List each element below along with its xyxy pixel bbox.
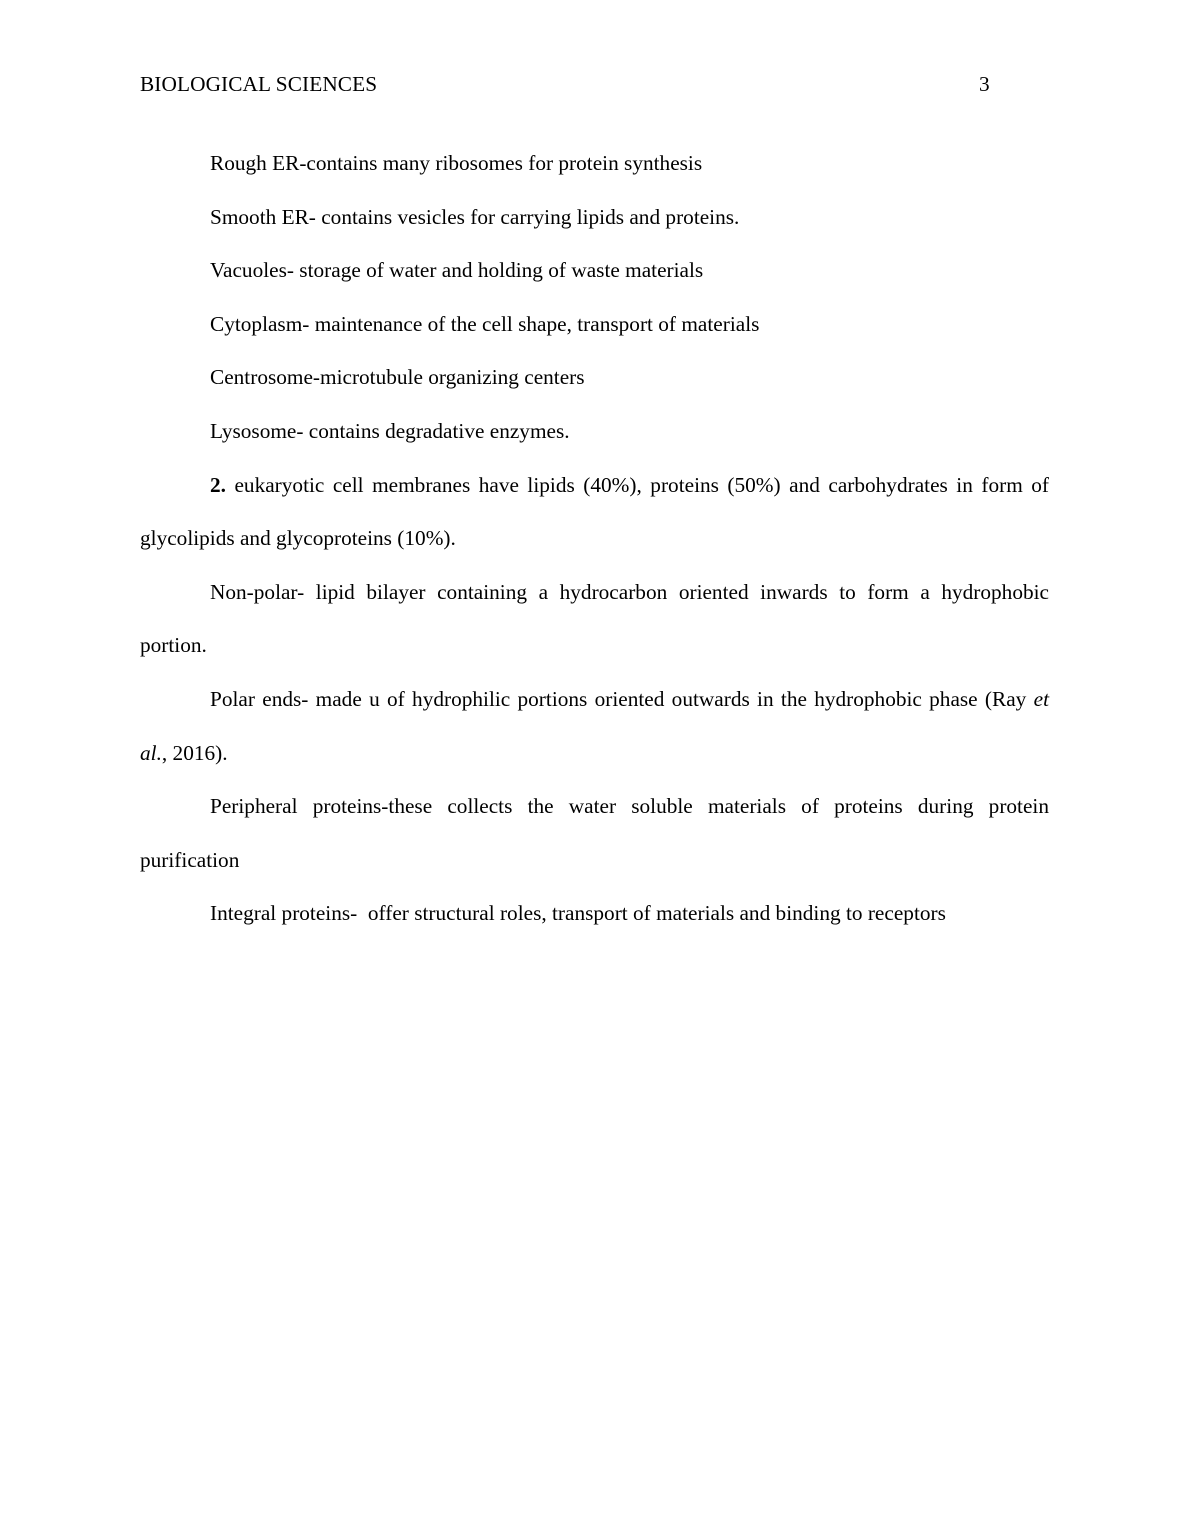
- citation-et-al: et al.: [140, 686, 1049, 765]
- page-number: 3: [979, 72, 990, 96]
- paragraph-vacuoles: Vacuoles- storage of water and holding of waste materials: [210, 258, 704, 283]
- paragraph-polar-ends: [140, 673, 1049, 780]
- running-head: BIOLOGICAL SCIENCES: [140, 72, 378, 96]
- paragraph-centrosome: Centrosome-microtubule organizing centers: [210, 365, 585, 390]
- paragraph-question-2: [140, 459, 1049, 566]
- paragraph-peripheral-proteins: Peripheral proteins-these collects the water soluble materials of proteins during protein purification: [140, 794, 1049, 872]
- paragraph-rough-er: Rough ER-contains many ribosomes for protein synthesis: [210, 151, 703, 175]
- paragraph-integral-proteins: Integral proteins- offer structural roles, transport of materials and binding to receptors: [210, 901, 946, 926]
- polar-ends-text: Polar ends- made u of hydrophilic portions oriented outwards in the hydrophobic phase (Ray: [210, 686, 1034, 711]
- paragraph-lysosome: Lysosome- contains degradative enzymes.: [210, 418, 570, 443]
- citation-year: , 2016).: [161, 740, 228, 765]
- paragraph-non-polar: Non-polar- lipid bilayer containing a hydrocarbon oriented inwards to form a hydrophobic portion.: [140, 579, 1049, 658]
- paragraph-smooth-er: Smooth ER- contains vesicles for carrying lipids and proteins.: [210, 204, 740, 229]
- paragraph-cytoplasm: Cytoplasm- maintenance of the cell shape, transport of materials: [210, 311, 760, 336]
- question-2-text: eukaryotic cell membranes have lipids (40%), proteins (50%) and carbohydrates in form of glycolipids and glycoproteins (10%).: [140, 472, 1049, 551]
- document-body: [140, 137, 1049, 941]
- question-number: 2.: [210, 472, 226, 497]
